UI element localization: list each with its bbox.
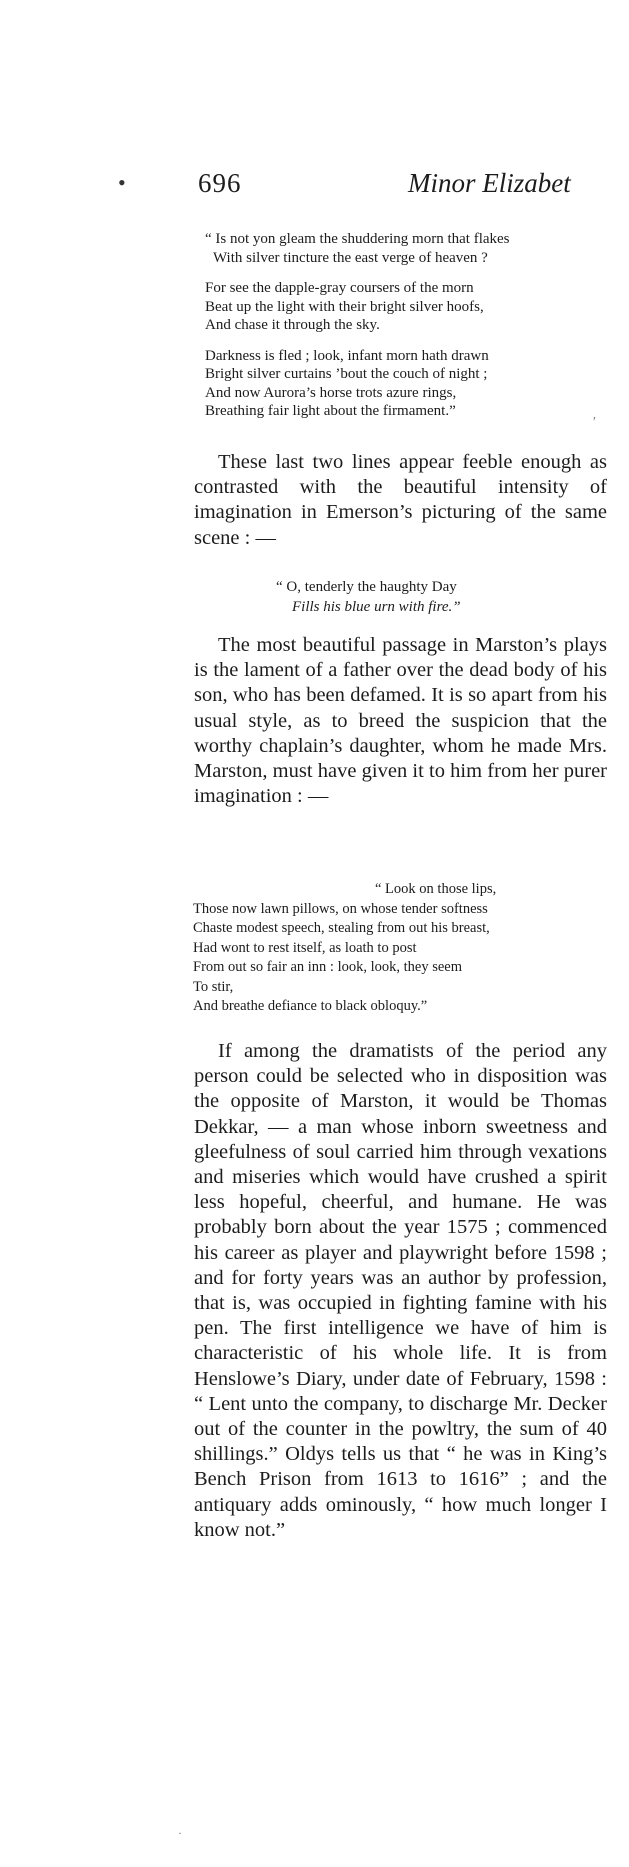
verse-line: Bright silver curtains ’bout the couch of night ; xyxy=(205,366,488,382)
verse-line: Chaste modest speech, stealing from out his breast, xyxy=(193,920,490,936)
verse-line: “ Look on those lips, xyxy=(375,881,497,897)
page-header xyxy=(198,168,629,208)
prose-paragraph-1: These last two lines appear feeble enough as contrasted with the beautiful intensity of imagination in Emerson’s picturing of the same scene : — xyxy=(194,451,607,549)
verse-quotation-1 xyxy=(205,230,510,433)
verse-line: To stir, xyxy=(193,978,234,995)
verse-line: And now Aurora’s horse trots azure rings, xyxy=(205,384,457,401)
verse-stanza xyxy=(205,347,510,421)
verse-quotation-2 xyxy=(276,577,461,617)
verse-line: With silver tincture the east verge of heaven ? xyxy=(213,249,488,266)
verse-line: Darkness is fled ; look, infant morn hath drawn xyxy=(205,347,489,364)
prose-paragraph-3: If among the dramatists of the period any person could be selected who in disposition was the opposite of Marston, it would be Thomas Dekkar, — a man whose inborn sweetness and gleefulness of soul carried him through vexations and miseries which would have crushed a spirit less hopeful, cheerful, and humane. He was probably born about the year 1575 ; commenced his career as player and playwright before 1598 ; and for forty years was an author by profession, that is, was occupied in fighting famine with his pen. The first intelligence we have of him is characteristic of his whole life. It is from Henslowe’s Diary, under date of February, 1598 : “ Lent unto the company, to discharge Mr. Decker out of the counter in the powltry, the sum of 40 shillings.” Oldys tells us that “ he was in King’s Bench Prison from 1613 to 1616” ; and the antiquary adds ominously, “ how much longer I know not.” xyxy=(194,1040,607,1541)
margin-speck-right: ′ xyxy=(593,415,597,430)
margin-speck-bottom: · xyxy=(178,1826,182,1840)
verse-line: “ Is not yon gleam the shuddering morn that flakes xyxy=(205,231,510,247)
verse-line: For see the dapple-gray coursers of the morn xyxy=(205,280,474,296)
verse-stanza xyxy=(205,230,510,267)
verse-line: From out so fair an inn : look, look, they seem xyxy=(193,959,463,975)
verse-line: Breathing fair light about the firmament.” xyxy=(205,403,456,419)
page-number: 696 xyxy=(198,168,242,198)
verse-line: Beat up the light with their bright silver hoofs, xyxy=(205,298,484,315)
verse-line: “ O, tenderly the haughty Day xyxy=(276,579,457,595)
verse-line: Had wont to rest itself, as loath to post xyxy=(193,939,417,956)
verse-line: And chase it through the sky. xyxy=(205,317,380,333)
margin-speck: • xyxy=(118,170,126,195)
running-head: Minor Elizabet xyxy=(408,168,571,198)
verse-line-italic: Fills his blue urn with fire.” xyxy=(292,599,461,615)
verse-line: Those now lawn pillows, on whose tender softness xyxy=(193,900,488,917)
prose-paragraph-2: The most beautiful passage in Marston’s plays is the lament of a father over the dead body of his son, who has been defamed. It is so apart from his usual style, as to breed the suspicion that the worthy chaplain’s daughter, whom he made Mrs. Marston, must have given it to him from her purer imagination : — xyxy=(194,634,607,808)
verse-stanza xyxy=(205,279,510,335)
verse-line: And breathe defiance to black obloquy.” xyxy=(193,998,428,1014)
verse-quotation-3 xyxy=(193,880,496,1017)
